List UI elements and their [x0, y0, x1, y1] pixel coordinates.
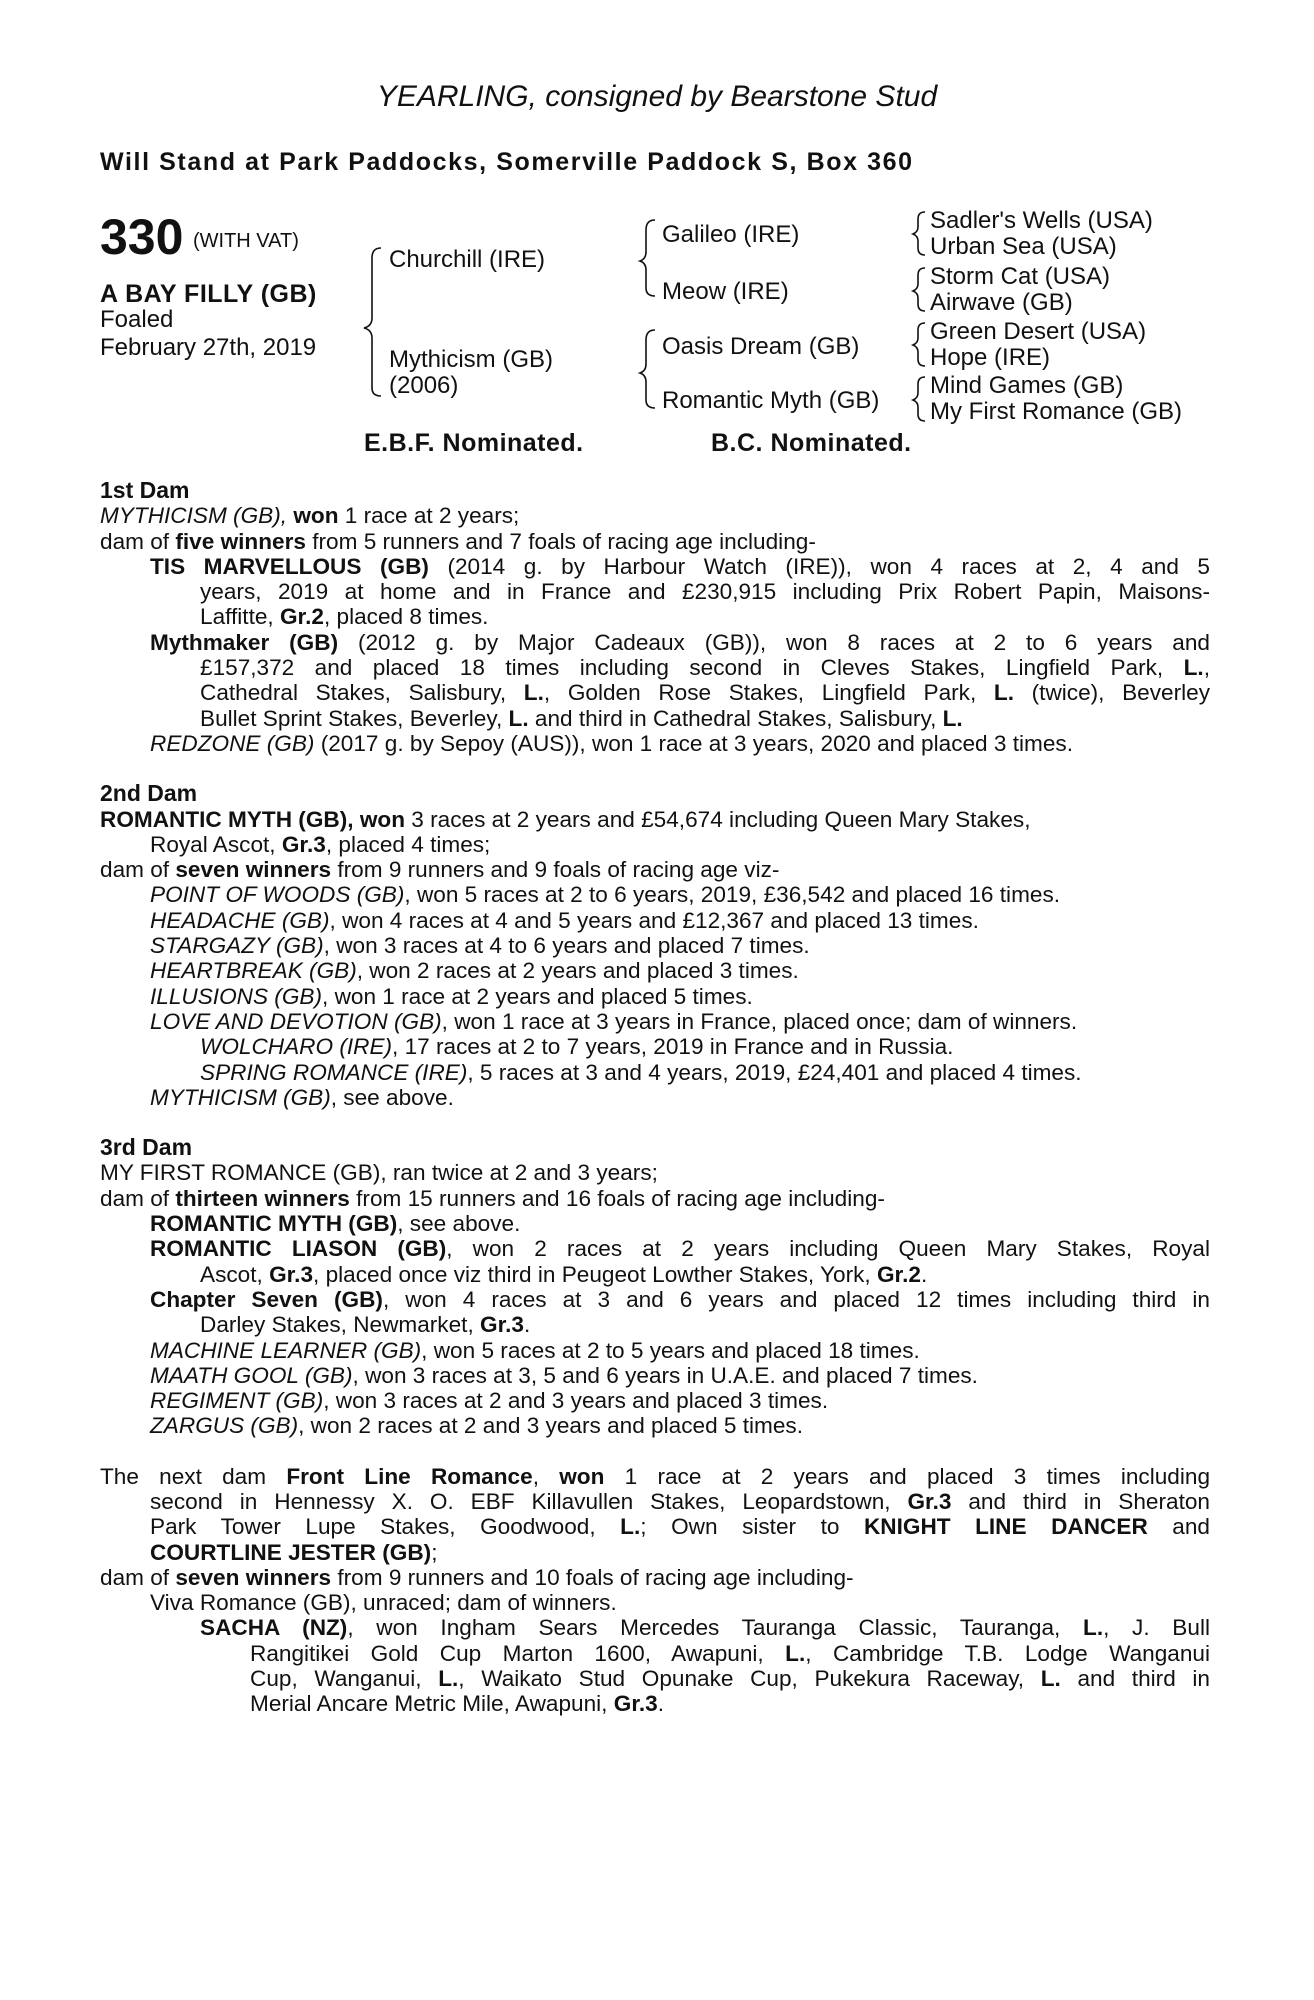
dam-sire-name: Oasis Dream (GB)	[662, 333, 860, 360]
pedigree-notes	[100, 478, 1210, 1742]
progeny-romantic-liason: ROMANTIC LIASON (GB), won 2 races at 2 years including Queen Mary Stakes, Royal	[150, 1236, 1210, 1262]
progeny-spring-romance: SPRING ROMANCE (IRE), 5 races at 3 and 4 years, 2019, £24,401 and placed 4 times.	[200, 1059, 1082, 1085]
second-dam-line-2: Royal Ascot, Gr.3, placed 4 times;	[150, 831, 491, 857]
progeny-line: Rangitikei Gold Cup Marton 1600, Awapuni, L., Cambridge T.B. Lodge Wanganui	[250, 1640, 1210, 1666]
vat-label: (WITH VAT)	[193, 230, 299, 252]
next-dam-section	[100, 1464, 1210, 1717]
progeny-machine-learner: MACHINE LEARNER (GB), won 5 races at 2 to 5 years and placed 18 times.	[150, 1337, 920, 1363]
second-dam-section	[100, 781, 1210, 1110]
dam-year: (2006)	[389, 372, 459, 399]
gen3-mind-games: Mind Games (GB)	[930, 372, 1124, 399]
progeny-maath-gool: MAATH GOOL (GB), won 3 races at 3, 5 and 6 years in U.A.E. and placed 7 times.	[150, 1362, 978, 1388]
third-dam-line-1: MY FIRST ROMANCE (GB), ran twice at 2 and 3 years;	[100, 1160, 658, 1186]
progeny-headache: HEADACHE (GB), won 4 races at 4 and 5 years and £12,367 and placed 13 times.	[150, 907, 979, 933]
page-title: YEARLING, consigned by Bearstone Stud	[376, 80, 938, 113]
progeny-heartbreak: HEARTBREAK (GB), won 2 races at 2 years and placed 3 times.	[150, 958, 799, 984]
progeny-stargazy: STARGAZY (GB), won 3 races at 4 to 6 years and placed 7 times.	[150, 933, 810, 959]
progeny-illusions: ILLUSIONS (GB), won 1 race at 2 years and placed 5 times.	[150, 983, 753, 1009]
sire-name: Churchill (IRE)	[389, 246, 546, 273]
gen3-sadlers-wells: Sadler's Wells (USA)	[930, 207, 1153, 234]
dam-dam-name: Romantic Myth (GB)	[662, 387, 880, 414]
gen3-airwave: Airwave (GB)	[930, 289, 1073, 316]
next-dam-line-3: Park Tower Lupe Stakes, Goodwood, L.; Own sister to KNIGHT LINE DANCER and	[150, 1514, 1210, 1540]
progeny-line: Bullet Sprint Stakes, Beverley, L. and third in Cathedral Stakes, Salisbury, L.	[200, 705, 963, 731]
first-dam-line-2: dam of five winners from 5 runners and 7 foals of racing age including-	[100, 528, 816, 554]
progeny-line: Ascot, Gr.3, placed once viz third in Peugeot Lowther Stakes, York, Gr.2.	[200, 1261, 928, 1287]
first-dam-section	[100, 478, 1210, 756]
progeny-wolcharo: WOLCHARO (IRE), 17 races at 2 to 7 years, 2019 in France and in Russia.	[200, 1034, 954, 1060]
gen3-storm-cat: Storm Cat (USA)	[930, 263, 1111, 290]
section-heading: 2nd Dam	[100, 781, 198, 807]
progeny-sacha: SACHA (NZ), won Ingham Sears Mercedes Tauranga Classic, Tauranga, L., J. Bull	[200, 1615, 1210, 1641]
progeny-tis-marvellous: TIS MARVELLOUS (GB) (2014 g. by Harbour Watch (IRE)), won 4 races at 2, 4 and 5	[150, 553, 1210, 579]
progeny-chapter-seven: Chapter Seven (GB), won 4 races at 3 and 6 years and placed 12 times including third in	[150, 1286, 1210, 1312]
section-heading: 1st Dam	[100, 478, 190, 503]
third-dam-line-2: dam of thirteen winners from 15 runners and 16 foals of racing age including-	[100, 1185, 885, 1211]
section-heading: 3rd Dam	[100, 1135, 193, 1161]
second-dam-line-3: dam of seven winners from 9 runners and 9 foals of racing age viz-	[100, 857, 780, 883]
third-dam-section	[100, 1135, 1210, 1439]
progeny-redzone: REDZONE (GB) (2017 g. by Sepoy (AUS)), won 1 race at 3 years, 2020 and placed 3 times.	[150, 730, 1073, 756]
gen3-hope: Hope (IRE)	[930, 344, 1051, 371]
progeny-line: Cup, Wanganui, L., Waikato Stud Opunake Cup, Pukekura Raceway, L. and third in	[250, 1666, 1210, 1692]
progeny-mythicism: MYTHICISM (GB), see above.	[150, 1084, 454, 1110]
progeny-love-and-devotion: LOVE AND DEVOTION (GB), won 1 race at 3 years in France, placed once; dam of winners.	[150, 1008, 1078, 1034]
progeny-mythmaker: Mythmaker (GB) (2012 g. by Major Cadeaux (GB)), won 8 races at 2 to 6 years and	[150, 629, 1210, 655]
ebf-nominated: E.B.F. Nominated.	[364, 429, 584, 457]
progeny-romantic-myth: ROMANTIC MYTH (GB), see above.	[150, 1211, 521, 1237]
bc-nominated: B.C. Nominated.	[711, 429, 912, 457]
lot-name: A BAY FILLY (GB)	[100, 280, 317, 308]
progeny-line: Laffitte, Gr.2, placed 8 times.	[200, 604, 489, 630]
dam-name: Mythicism (GB)	[389, 346, 553, 373]
progeny-line: £157,372 and placed 18 times including second in Cleves Stakes, Lingfield Park, L.,	[200, 655, 1210, 681]
progeny-line: years, 2019 at home and in France and £230,915 including Prix Robert Papin, Maisons-	[200, 579, 1210, 605]
foaled-date: February 27th, 2019	[100, 334, 317, 361]
progeny-line: Merial Ancare Metric Mile, Awapuni, Gr.3.	[250, 1691, 664, 1717]
sire-dam-name: Meow (IRE)	[662, 278, 789, 305]
progeny-point-of-woods: POINT OF WOODS (GB), won 5 races at 2 to 6 years, 2019, £36,542 and placed 16 times.	[150, 882, 1061, 908]
sire-sire-name: Galileo (IRE)	[662, 221, 800, 248]
gen3-green-desert: Green Desert (USA)	[930, 318, 1147, 345]
next-dam-line-4: COURTLINE JESTER (GB);	[150, 1539, 438, 1565]
progeny-regiment: REGIMENT (GB), won 3 races at 2 and 3 years and placed 3 times.	[150, 1388, 829, 1414]
progeny-line: Darley Stakes, Newmarket, Gr.3.	[200, 1312, 531, 1338]
next-dam-line-5: dam of seven winners from 9 runners and 10 foals of racing age including-	[100, 1564, 854, 1590]
progeny-viva-romance: Viva Romance (GB), unraced; dam of winners.	[150, 1590, 617, 1616]
progeny-zargus: ZARGUS (GB), won 2 races at 2 and 3 years and placed 5 times.	[150, 1413, 804, 1439]
venue-line: Will Stand at Park Paddocks, Somerville Paddock S, Box 360	[100, 148, 914, 176]
first-dam-line-1: MYTHICISM (GB), won 1 race at 2 years;	[100, 503, 520, 529]
progeny-line: Cathedral Stakes, Salisbury, L., Golden Rose Stakes, Lingfield Park, L. (twice), Beverley	[200, 680, 1210, 706]
gen3-urban-sea: Urban Sea (USA)	[930, 233, 1117, 260]
lot-number: 330	[100, 209, 184, 265]
next-dam-line-2: second in Hennessy X. O. EBF Killavullen Stakes, Leopardstown, Gr.3 and third in Sheraton	[150, 1488, 1210, 1514]
gen3-my-first-romance: My First Romance (GB)	[930, 398, 1183, 425]
second-dam-line-1: ROMANTIC MYTH (GB), won 3 races at 2 years and £54,674 including Queen Mary Stakes,	[100, 806, 1031, 832]
foaled-label: Foaled	[100, 306, 174, 333]
next-dam-line-1: The next dam Front Line Romance, won 1 race at 2 years and placed 3 times including	[100, 1463, 1210, 1489]
